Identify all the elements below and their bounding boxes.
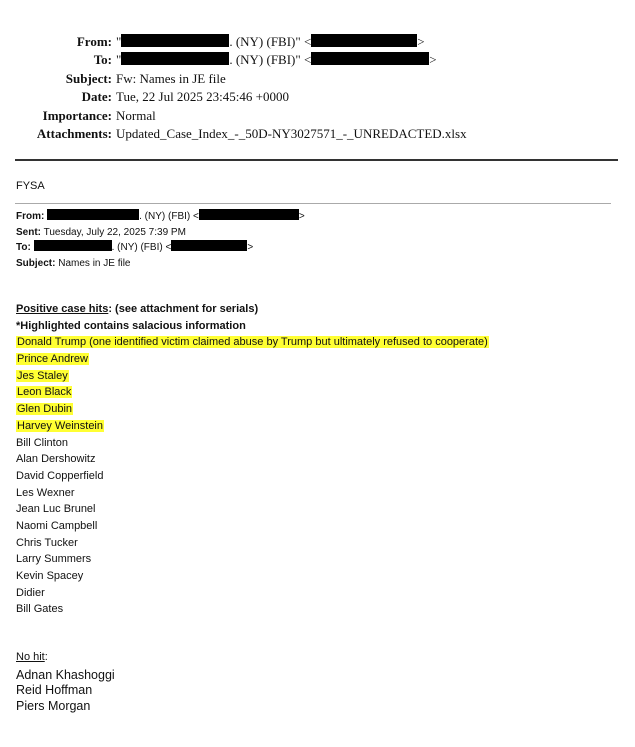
date-value: Tue, 22 Jul 2025 23:45:46 +0000: [116, 89, 289, 105]
header-attachments-row: [0, 125, 635, 143]
importance-label: Importance:: [42, 107, 112, 123]
no-hit-heading: No hit: [16, 651, 45, 663]
list-item: Reid Hoffman: [16, 683, 93, 698]
highlighted-name: Prince Andrew: [17, 353, 88, 366]
highlighted-name: Jes Staley: [17, 369, 68, 382]
fwd-from-label: From:: [16, 211, 45, 222]
date-label: Date:: [81, 89, 112, 105]
fwd-subject-label: Subject:: [16, 257, 56, 269]
fwd-to-row: To: . (NY) (FBI) < >: [16, 242, 254, 253]
highlighted-name: Donald Trump (one identified victim claimed abuse by Trump but ultimately refused to cooperate): [17, 336, 488, 349]
fwd-sent-row: [16, 225, 305, 241]
importance-value: Normal: [116, 107, 156, 123]
forwarded-header: [16, 209, 305, 271]
redaction-bar: [311, 52, 429, 65]
list-item: Naomi Campbell: [16, 519, 98, 532]
list-item: Larry Summers: [16, 553, 92, 566]
list-item: Bill Gates: [16, 603, 64, 616]
redaction-bar: [311, 34, 417, 47]
highlighted-name: Harvey Weinstein: [17, 419, 103, 432]
list-item: [16, 418, 489, 435]
list-item: Kevin Spacey: [16, 570, 84, 582]
subject-label: Subject:: [65, 70, 112, 86]
header-to-row: [0, 51, 635, 69]
list-item: Chris Tucker: [16, 536, 78, 549]
list-item: Piers Morgan: [16, 698, 91, 713]
header-from-row: [0, 33, 635, 51]
subject-value: Fw: Names in JE file: [116, 70, 226, 86]
from-label: From:: [76, 34, 112, 49]
list-item: Didier: [16, 586, 45, 599]
list-item: Alan Dershowitz: [16, 453, 96, 466]
header-date-row: [0, 88, 635, 106]
forward-divider: [15, 203, 611, 204]
attachments-label: Attachments:: [36, 125, 112, 141]
fwd-to-label: To:: [16, 242, 31, 253]
attachment-filename[interactable]: Updated_Case_Index_-_50D-NY3027571_-_UNREDACTED.xlsx: [116, 125, 467, 141]
list-item: David Copperfield: [16, 469, 104, 482]
list-item: [16, 334, 489, 351]
fwd-subject-value: Names in JE file: [58, 257, 131, 269]
list-item: Jean Luc Brunel: [16, 503, 96, 516]
header-subject-row: [0, 70, 635, 88]
case-hits-list: [16, 301, 489, 618]
email-header: [0, 33, 635, 143]
fwd-subject-row: [16, 256, 305, 272]
redaction-bar: [171, 240, 247, 251]
header-divider: [15, 159, 618, 161]
fwd-sent-value: Tuesday, July 22, 2025 7:39 PM: [43, 226, 186, 238]
list-item: [16, 351, 489, 368]
redaction-bar: [34, 240, 112, 251]
redaction-bar: [121, 52, 229, 65]
hits-heading-row: Positive case hits: (see attachment for serials): [16, 303, 259, 315]
redaction-bar: [199, 209, 299, 220]
hits-heading: Positive case hits: [16, 303, 109, 315]
list-item: Adnan Khashoggi: [16, 668, 115, 682]
to-value: " . (NY) (FBI)" < >: [116, 52, 437, 68]
highlighted-name: Glen Dubin: [17, 403, 73, 416]
header-importance-row: [0, 107, 635, 125]
from-value: " . (NY) (FBI)" < >: [116, 34, 425, 49]
no-hit-list: [16, 668, 115, 714]
highlight-note: *Highlighted contains salacious information: [16, 319, 246, 332]
fwd-from-row: From: . (NY) (FBI) < >: [16, 211, 305, 222]
fwd-sent-label: Sent:: [16, 226, 41, 238]
list-item: Les Wexner: [16, 486, 75, 499]
to-label: To:: [93, 52, 112, 68]
highlighted-name: Leon Black: [17, 386, 72, 399]
list-item: [16, 384, 489, 401]
no-hit-heading-row: No hit:: [16, 651, 48, 663]
list-item: [16, 368, 489, 385]
redaction-bar: [47, 209, 139, 220]
list-item: [16, 401, 489, 418]
fysa-note: FYSA: [16, 180, 45, 192]
redaction-bar: [121, 34, 229, 47]
list-item: Bill Clinton: [16, 436, 68, 449]
